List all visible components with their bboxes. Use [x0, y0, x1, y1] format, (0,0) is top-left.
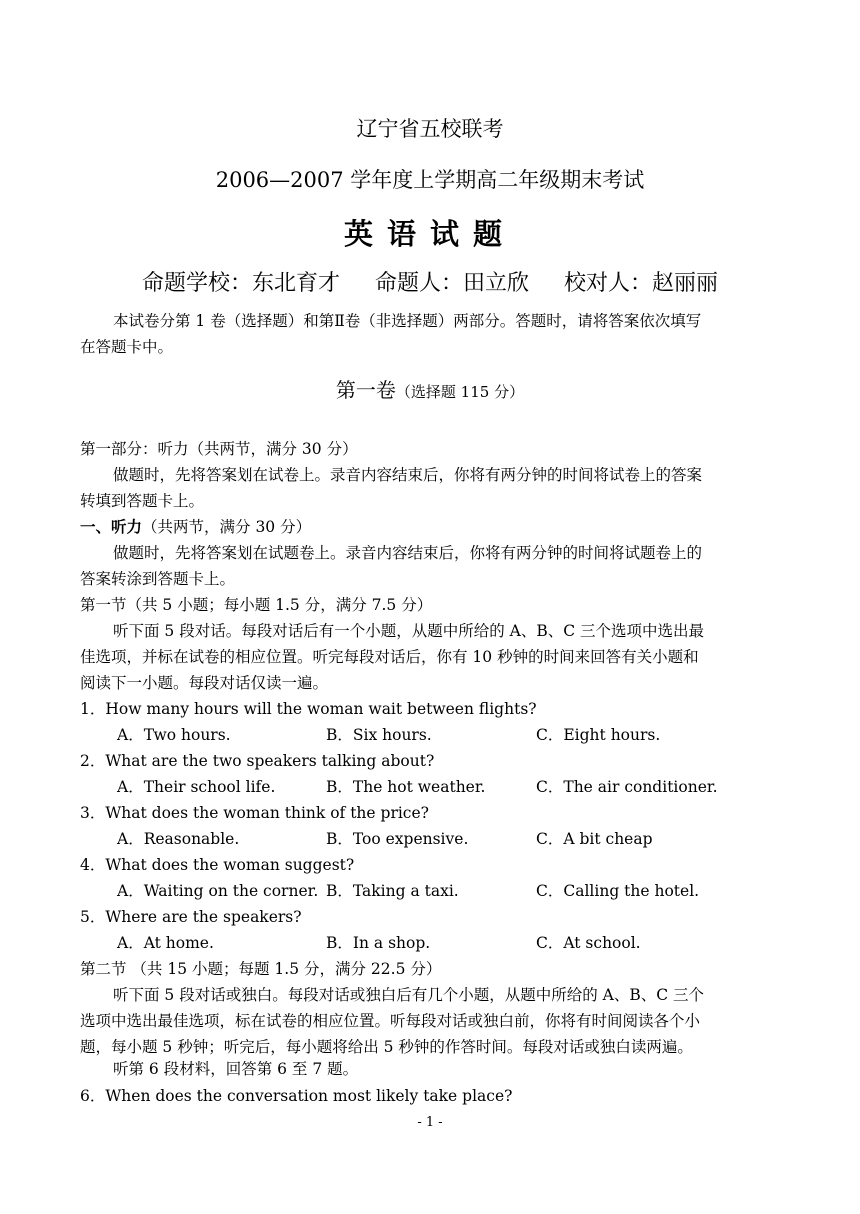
page-number: - 1 -	[417, 1115, 443, 1130]
question-5-option-c: C．At school.	[536, 934, 641, 952]
question-5: 5．Where are the speakers?	[80, 908, 302, 926]
question-1: 1．How many hours will the woman wait between flights?	[80, 700, 537, 718]
part1-heading: 第一部分：听力（共两节，满分 30 分）	[80, 440, 358, 458]
question-4-option-a: A．Waiting on the corner.	[117, 882, 319, 900]
section1-heading: 第一节（共 5 小题；每小题 1.5 分，满分 7.5 分）	[80, 596, 433, 614]
section2-instruction-line-1: 听下面 5 段对话或独白。每段对话或独白后有几个小题，从题中所给的 A、B、C 三个	[113, 986, 705, 1004]
intro-line-2: 在答题卡中。	[80, 338, 174, 356]
volume-subtitle: （选择题 115 分）	[395, 383, 525, 401]
question-1-option-c: C．Eight hours.	[536, 726, 661, 744]
question-4-option-c: C．Calling the hotel.	[536, 882, 700, 900]
question-6: 6．When does the conversation most likely take place?	[80, 1087, 513, 1105]
listening-heading-rest: （共两节，满分 30 分）	[142, 518, 312, 536]
exam-title-region: 辽宁省五校联考	[356, 117, 504, 141]
question-4-option-b: B．Taking a taxi.	[326, 882, 459, 900]
question-1-option-a: A．Two hours.	[117, 726, 231, 744]
volume-heading	[0, 374, 860, 403]
exam-title-term: 2006—2007 学年度上学期高二年级期末考试	[215, 168, 645, 192]
exam-title-subject: 英语试题	[343, 217, 516, 251]
section2-material-note: 听第 6 段材料，回答第 6 至 7 题。	[113, 1060, 359, 1078]
question-5-option-a: A．At home.	[117, 934, 214, 952]
question-3-option-c: C．A bit cheap	[536, 830, 653, 848]
intro-line-1: 本试卷分第 1 卷（选择题）和第Ⅱ卷（非选择题）两部分。答题时，请将答案依次填写	[113, 312, 702, 330]
question-2-option-b: B．The hot weather.	[326, 778, 486, 796]
section1-instruction-line-3: 阅读下一小题。每段对话仅读一遍。	[80, 674, 329, 692]
question-2-option-c: C．The air conditioner.	[536, 778, 718, 796]
part1-instruction-line-1: 做题时，先将答案划在试卷上。录音内容结束后，你将有两分钟的时间将试卷上的答案	[113, 466, 703, 484]
section1-instruction-line-2: 佳选项，并标在试卷的相应位置。听完每段对话后，你有 10 秒钟的时间来回答有关小题和	[80, 648, 699, 666]
section2-instruction-line-3: 题，每小题 5 秒钟；听完后，每小题将给出 5 秒钟的作答时间。每段对话或独白读两遍。	[80, 1038, 693, 1056]
question-1-option-b: B．Six hours.	[326, 726, 432, 744]
question-3-option-a: A．Reasonable.	[117, 830, 240, 848]
listening-instruction-line-1: 做题时，先将答案划在试题卷上。录音内容结束后，你将有两分钟的时间将试题卷上的	[113, 544, 703, 562]
part1-instruction-line-2: 转填到答题卡上。	[80, 492, 205, 510]
question-3-option-b: B．Too expensive.	[326, 830, 469, 848]
section2-instruction-line-2: 选项中选出最佳选项，标在试卷的相应位置。听每段对话或独白前，你将有时间阅读各个小	[80, 1012, 701, 1030]
listening-heading-bold: 一、听力	[80, 517, 143, 536]
volume-title: 第一卷	[335, 378, 396, 402]
question-3: 3．What does the woman think of the price?	[80, 804, 429, 822]
listening-instruction-line-2: 答案转涂到答题卡上。	[80, 570, 236, 588]
question-4: 4．What does the woman suggest?	[80, 856, 355, 874]
question-2-option-a: A．Their school life.	[117, 778, 276, 796]
exam-authors: 命题学校：东北育才 命题人：田立欣 校对人：赵丽丽	[142, 271, 718, 296]
question-5-option-b: B．In a shop.	[326, 934, 431, 952]
section1-instruction-line-1: 听下面 5 段对话。每段对话后有一个小题，从题中所给的 A、B、C 三个选项中选出最	[113, 622, 705, 640]
listening-heading	[80, 518, 311, 536]
section2-heading: 第二节 （共 15 小题；每题 1.5 分，满分 22.5 分）	[80, 960, 442, 978]
question-2: 2．What are the two speakers talking about?	[80, 752, 435, 770]
